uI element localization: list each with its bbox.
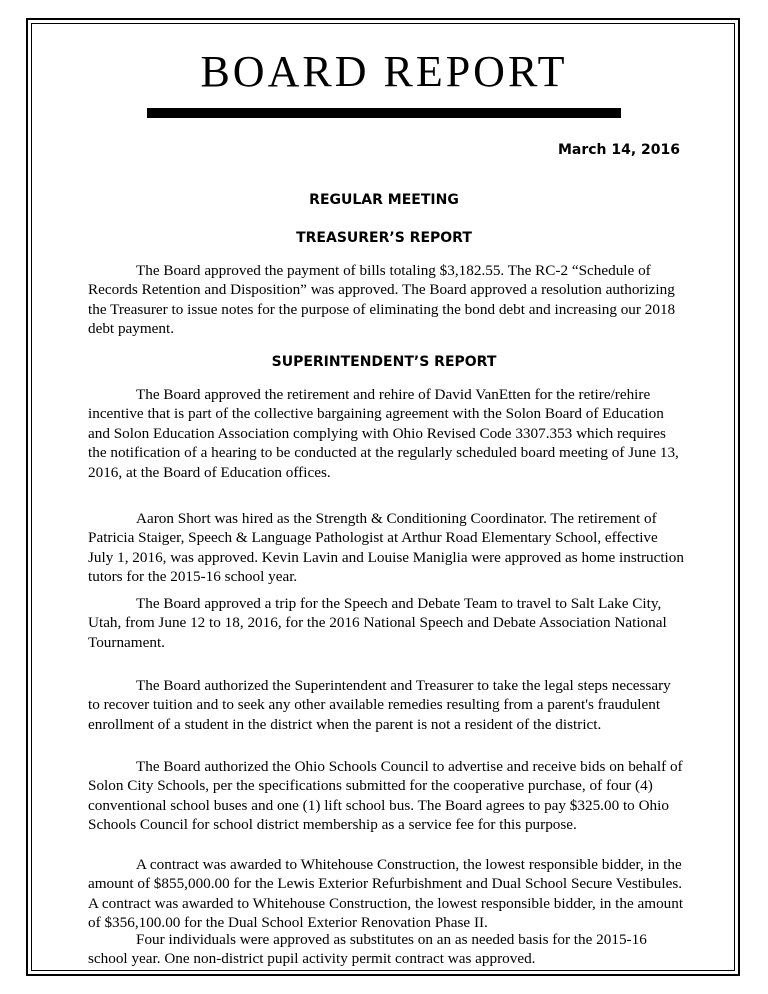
title-rule xyxy=(147,108,621,118)
superintendent-heading: SUPERINTENDENT’S REPORT xyxy=(271,354,497,370)
report-title: BOARD REPORT xyxy=(200,47,568,96)
superintendent-paragraph: The Board authorized the Superintendent and Treasurer to take the legal steps necessary to recover tuition and to seek any other available remedies resulting from a parent's fraudulent enrollment of a student in the district when the parent is not a resident of the district. xyxy=(88,677,671,733)
superintendent-paragraph: Four individuals were approved as substitutes on an as needed basis for the 2015-16 school year. One non-district pupil activity permit contract was approved. xyxy=(88,931,647,968)
superintendent-paragraph: The Board authorized the Ohio Schools Council to advertise and receive bids on behalf of Solon City Schools, per the specifications submitted for the cooperative purchase, of four (4) conventional school buses and one (1) lift school bus. The Board agrees to pay $325.00 to Ohio Schools Council for school district membership as a service fee for this purpose. xyxy=(88,758,683,834)
treasurer-heading: TREASURER’S REPORT xyxy=(296,230,472,246)
report-date: March 14, 2016 xyxy=(557,142,680,158)
meeting-heading: REGULAR MEETING xyxy=(309,192,459,208)
superintendent-paragraph: A contract was awarded to Whitehouse Construction, the lowest responsible bidder, in the amount of $855,000.00 for the Lewis Exterior Refurbishment and Dual School Secure Vestibules. A contract was awarded to Whitehouse Construction, the lowest responsible bidder, in the amount of $356,100.00 for the Dual School Exterior Renovation Phase II. xyxy=(88,856,684,932)
superintendent-paragraph: The Board approved a trip for the Speech and Debate Team to travel to Salt Lake City, Utah, from June 12 to 18, 2016, for the 2016 National Speech and Debate Association National Tournament. xyxy=(88,595,667,651)
superintendent-paragraph: The Board approved the retirement and rehire of David VanEtten for the retire/rehire incentive that is part of the collective bargaining agreement with the Solon Board of Education and Solon Education Association complying with Ohio Revised Code 3307.353 which requires the notification of a hearing to be conducted at the regularly scheduled board meeting of June 13, 2016, at the Board of Education offices. xyxy=(88,386,679,481)
treasurer-paragraph: The Board approved the payment of bills totaling $3,182.55. The RC-2 “Schedule of Records Retention and Disposition” was approved. The Board approved a resolution authorizing the Treasurer to issue notes for the purpose of eliminating the bond debt and increasing our 2018 debt payment. xyxy=(88,262,676,338)
superintendent-paragraph: Aaron Short was hired as the Strength & Conditioning Coordinator. The retirement of Patricia Staiger, Speech & Language Pathologist at Arthur Road Elementary School, effective July 1, 2016, was approved. Kevin Lavin and Louise Maniglia were approved as home instruction tutors for the 2015-16 school year. xyxy=(88,510,684,586)
